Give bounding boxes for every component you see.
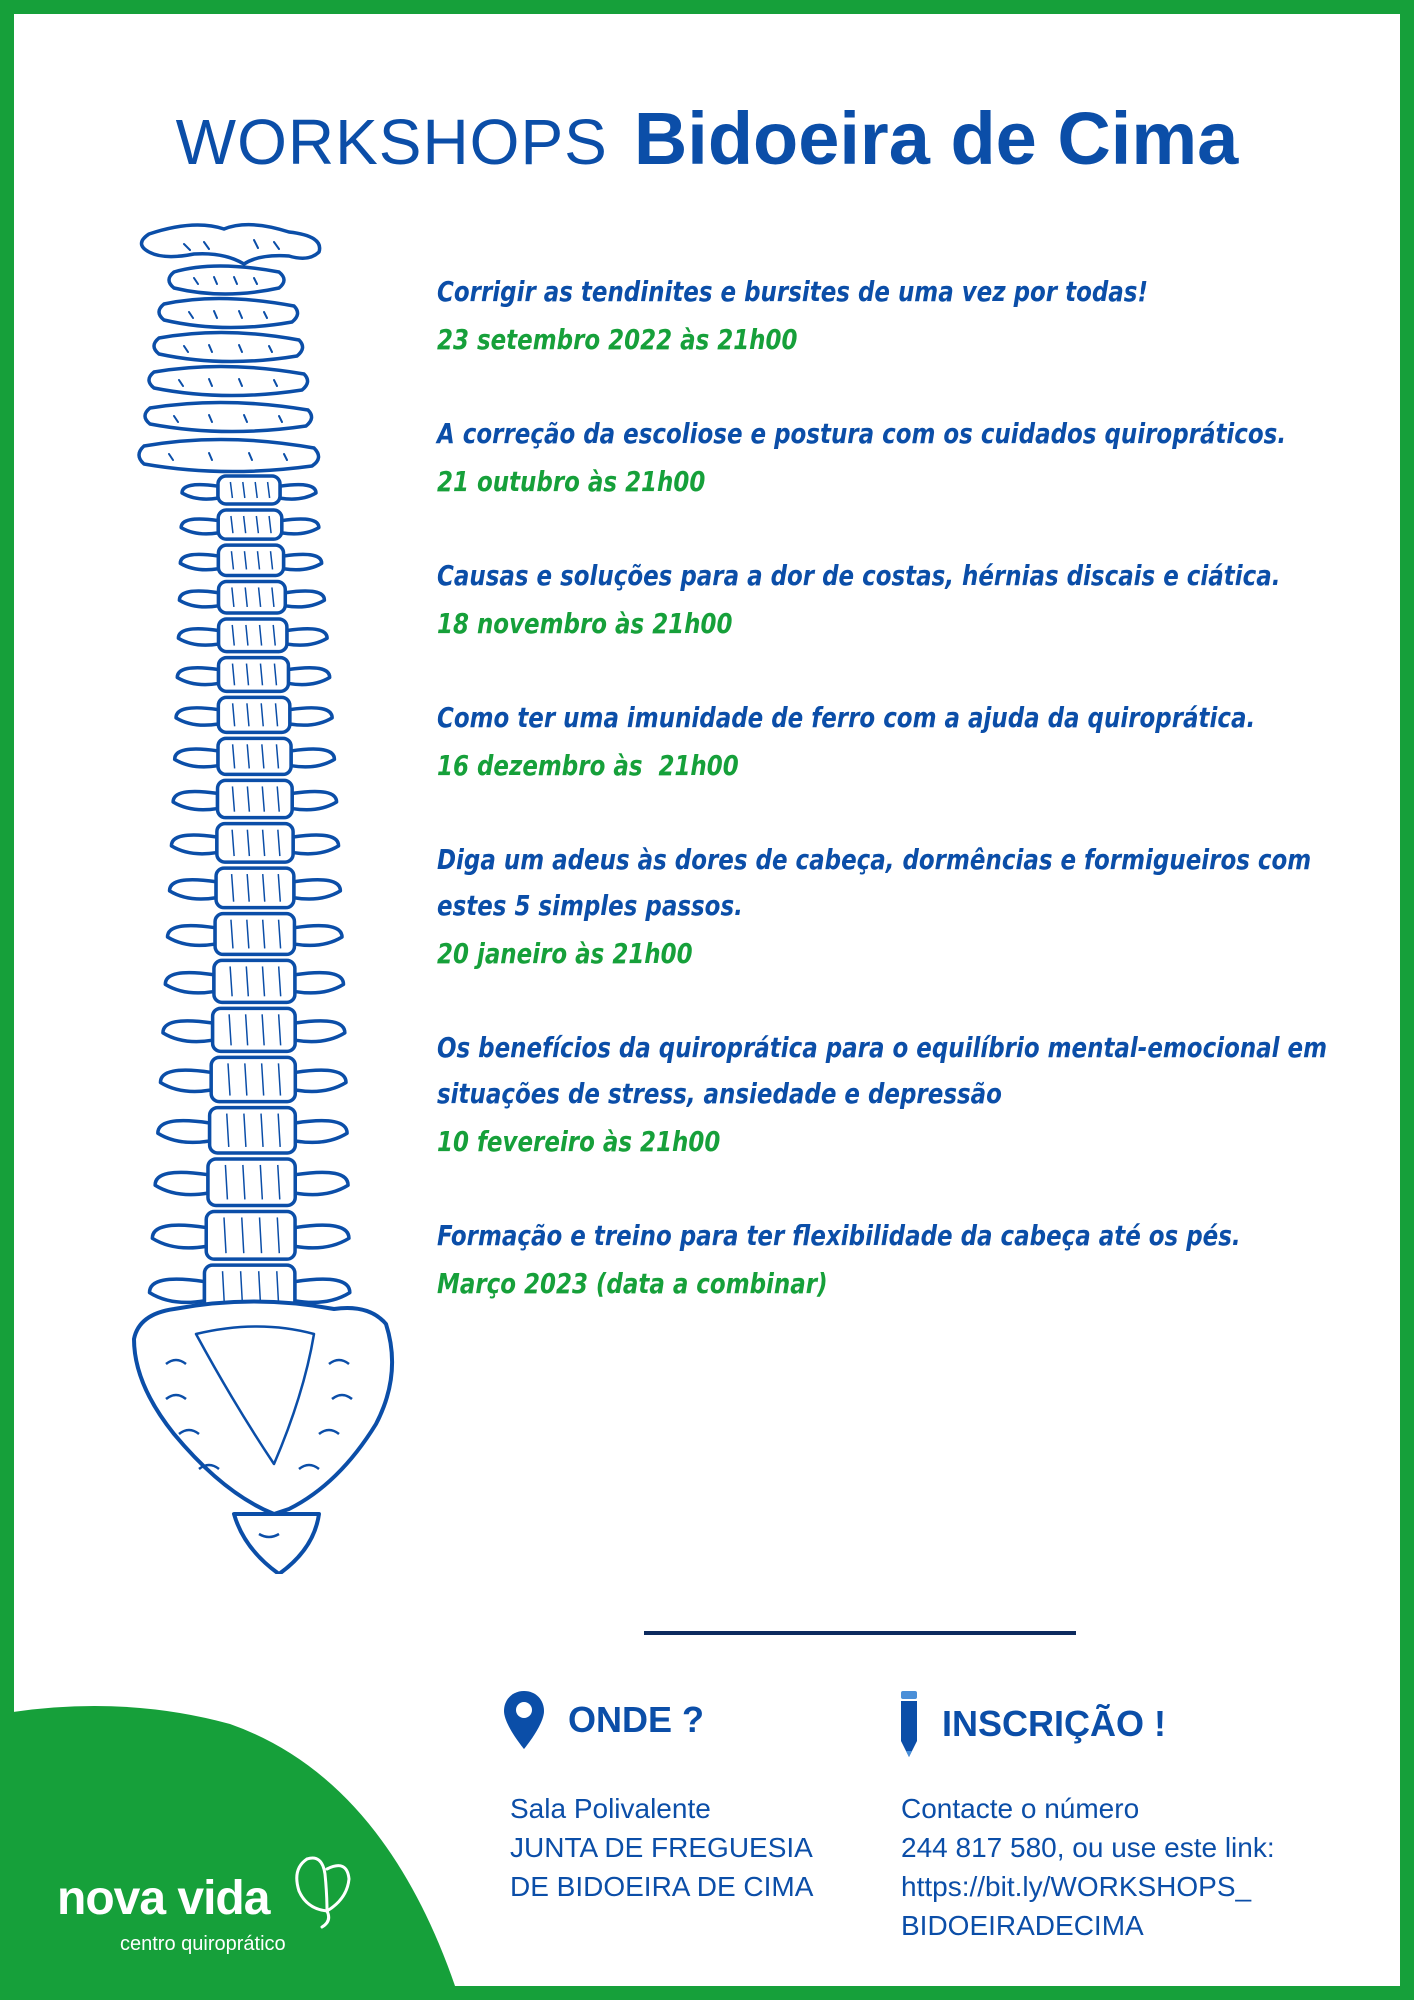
title-location: Bidoeira de Cima bbox=[633, 97, 1239, 180]
workshop-date: 20 janeiro às 21h00 bbox=[437, 937, 693, 970]
where-heading bbox=[502, 1689, 704, 1751]
location-pin-icon bbox=[502, 1689, 546, 1751]
workshop-title: Corrigir as tendinites e bursites de uma vez por todas! bbox=[437, 275, 1148, 308]
workshop-list bbox=[437, 269, 1337, 1355]
workshop-date: Março 2023 (data a combinar) bbox=[437, 1267, 828, 1300]
workshop-date: 10 fevereiro às 21h00 bbox=[437, 1125, 721, 1158]
pencil-icon bbox=[898, 1689, 920, 1759]
nova-vida-logo bbox=[42, 1849, 372, 1969]
workshop-item bbox=[437, 837, 1337, 979]
signup-link[interactable]: https://bit.ly/WORKSHOPS_ bbox=[901, 1871, 1252, 1902]
workshop-date: 21 outubro às 21h00 bbox=[437, 465, 706, 498]
logo-subtitle: centro quiroprático bbox=[120, 1933, 286, 1955]
workshop-item bbox=[437, 553, 1337, 649]
where-details bbox=[510, 1789, 813, 1906]
workshop-date: 23 setembro 2022 às 21h00 bbox=[437, 323, 798, 356]
workshop-date: 16 dezembro às 21h00 bbox=[437, 749, 739, 782]
workshop-date: 18 novembro às 21h00 bbox=[437, 607, 733, 640]
workshop-title: Como ter uma imunidade de ferro com a ajuda da quiroprática. bbox=[437, 701, 1256, 734]
workshop-title: Formação e treino para ter flexibilidade da cabeça até os pés. bbox=[437, 1219, 1241, 1252]
signup-line: Contacte o número bbox=[901, 1793, 1140, 1824]
where-line: JUNTA DE FREGUESIA bbox=[510, 1832, 813, 1863]
where-line: Sala Polivalente bbox=[510, 1793, 711, 1824]
butterfly-logo-icon bbox=[287, 1849, 357, 1929]
workshop-item bbox=[437, 695, 1337, 791]
workshop-item bbox=[437, 1213, 1337, 1309]
workshop-title: Os benefícios da quiroprática para o equilíbrio mental-emocional em situações de stress, ansiedade e depressão bbox=[437, 1031, 1328, 1110]
signup-heading bbox=[898, 1689, 1166, 1759]
spine-illustration bbox=[114, 214, 404, 1574]
signup-details bbox=[901, 1789, 1275, 1945]
where-line: DE BIDOEIRA DE CIMA bbox=[510, 1871, 814, 1902]
logo-name: nova vida bbox=[57, 1872, 270, 1925]
workshop-item bbox=[437, 1025, 1337, 1167]
workshop-item bbox=[437, 411, 1337, 507]
workshop-title: A correção da escoliose e postura com os cuidados quiropráticos. bbox=[437, 417, 1287, 450]
workshop-item bbox=[437, 269, 1337, 365]
signup-link-cont[interactable]: BIDOEIRADECIMA bbox=[901, 1910, 1144, 1941]
page-title bbox=[14, 96, 1400, 181]
workshop-title: Diga um adeus às dores de cabeça, dormências e formigueiros com estes 5 simples passos. bbox=[437, 843, 1312, 922]
workshop-title: Causas e soluções para a dor de costas, hérnias discais e ciática. bbox=[437, 559, 1281, 592]
title-workshops: WORKSHOPS bbox=[175, 106, 608, 178]
signup-heading-label: INSCRIÇÃO ! bbox=[942, 1703, 1166, 1744]
where-heading-label: ONDE ? bbox=[568, 1699, 705, 1740]
signup-phone-line: 244 817 580, ou use este link: bbox=[901, 1832, 1275, 1863]
divider-line bbox=[644, 1631, 1076, 1635]
